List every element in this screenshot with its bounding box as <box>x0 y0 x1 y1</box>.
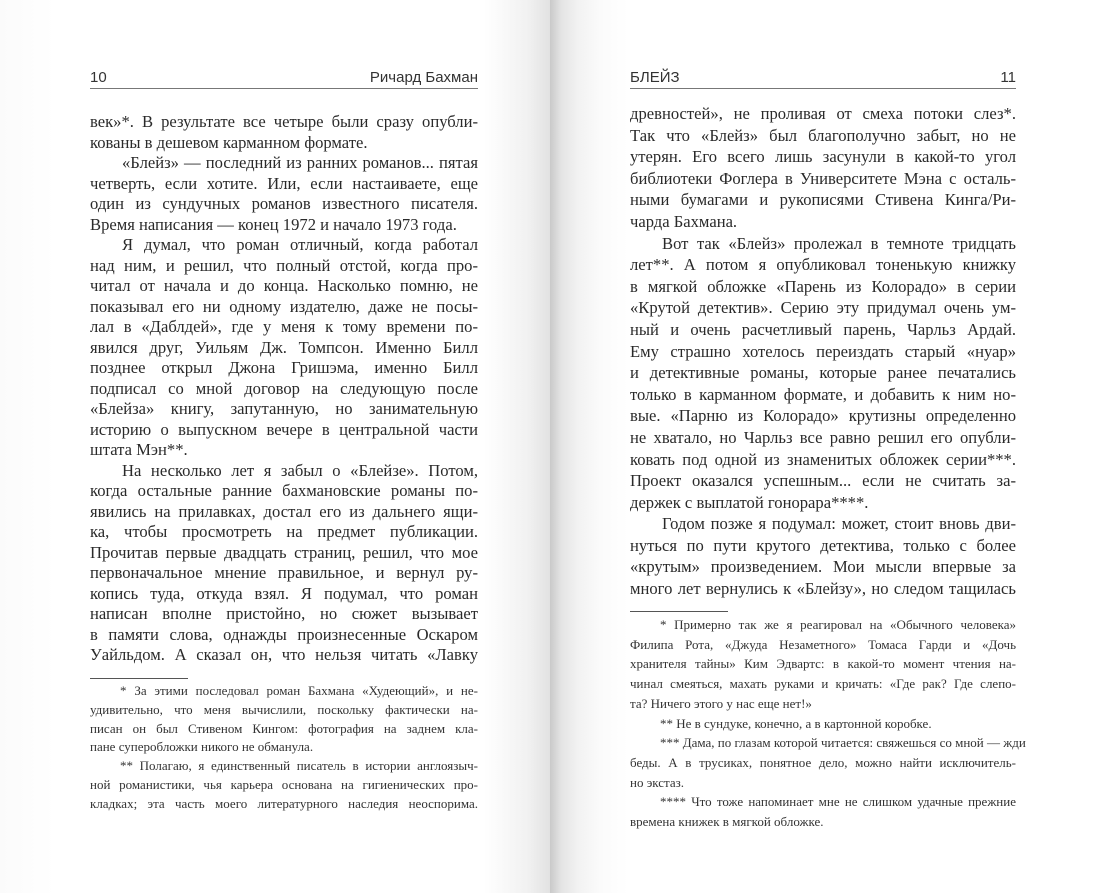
running-head-author: Ричард Бахман <box>369 68 478 86</box>
text-line: нуться по пути крутого детектива, только с более <box>630 535 1016 555</box>
text-line: чарда Бахмана. <box>630 211 738 231</box>
text-line: первоначальное мнение правильное, и вернул ру- <box>90 563 478 582</box>
text-line: четверть, если хотите. Или, если настаиваете, еще <box>90 173 478 193</box>
text-line: ный и очень расчетливый парень, Чарльз Ардай. <box>630 319 1016 339</box>
left-page <box>0 0 550 893</box>
text-line: штата Мэн**. <box>90 440 188 459</box>
footnote-line: кладках; эта часть моего литературного наследия неоспорима. <box>90 795 478 811</box>
footnote-line: пане суперобложки никого не обманула. <box>90 739 314 755</box>
footnote-line: беды. А в трусиках, понятное дело, можно найти исключитель- <box>630 754 1016 770</box>
text-line: и детективные романы, которые ранее печатались <box>630 363 1016 383</box>
text-line: явился друг, Уильям Дж. Томпсон. Именно Билл <box>90 337 478 357</box>
text-line: древностей», не проливая от смеха потоки слез*. <box>630 104 1016 123</box>
footnote-line: чинал смеяться, махать руками и кричать: «Где рак? Где слепо- <box>630 676 1016 692</box>
footnote-line: * Примерно так же я реагировал на «Обычного человека» <box>660 617 1016 632</box>
text-line: явились на прилавках, достал его из дальнего ящи- <box>90 501 478 521</box>
footnote-line: ной романистики, чья карьера основана на гигиенических про- <box>90 776 478 792</box>
text-line: не хватало, но Чарльз все равно решил его опубли- <box>630 427 1016 447</box>
text-line: в памяти слова, однажды произнесенные Оскаром <box>90 624 478 644</box>
text-line: Прочитав первые двадцать страниц, решил, что мое <box>90 542 478 562</box>
right-page-body-text <box>630 103 1016 600</box>
page-number: 10 <box>90 68 107 86</box>
footnote-line: *** Дама, по глазам которой читается: свяжешься со мной — жди <box>660 735 1026 751</box>
left-page-footnotes <box>90 682 478 814</box>
text-line: «Блейз» — последний из ранних романов... пятая <box>122 153 478 172</box>
right-page-footnotes <box>630 615 1026 832</box>
text-line: Время написания — конец 1972 и начало 1973 года. <box>90 214 457 234</box>
text-line: над ним, и решил, что полный отстой, когда про- <box>90 255 478 275</box>
text-line: Уайльдом. А сказал он, что нельзя читать «Лавку <box>90 645 478 664</box>
text-line: ковать под одной из знаменитых обложек серии***. <box>630 449 1016 469</box>
footnote-line: **** Что тоже напоминает мне не слишком удачные прежние <box>660 794 1016 810</box>
footnote-line: * За этими последовал роман Бахмана «Худеющий», и не- <box>120 683 478 698</box>
text-line: показывал его ни одному издателю, даже не посы- <box>90 296 478 316</box>
text-line: Так что «Блейз» был благополучно забыт, но не <box>630 125 1016 145</box>
footnote-line: Филипа Рота, «Джуда Незаметного» Томаса Гарди и «Дочь <box>630 636 1016 652</box>
text-line: только в карманном формате, и добавить к ним но- <box>630 384 1016 404</box>
text-line: ными бумагами и рукописями Стивена Кинга/Ри- <box>630 190 1016 210</box>
text-line: На несколько лет я забыл о «Блейзе». Потом, <box>122 460 478 480</box>
footnote-line: ** Полагаю, я единственный писатель в истории англоязыч- <box>120 758 478 774</box>
text-line: библиотеки Фоглера в Университете Мэна с осталь- <box>630 168 1016 188</box>
footnote-separator <box>630 611 728 612</box>
footnote-line: писан он был Стивеном Кингом: фотография на заднем кла- <box>90 720 478 736</box>
footnote-line: хранителя тайны» Ким Эдвартс: в какой-то момент чтения на- <box>630 656 1016 672</box>
text-line: написан вполне пристойно, но сюжет вызывает <box>90 604 478 623</box>
right-page <box>550 0 1109 893</box>
text-line: читал от начала и до конца. Насколько помню, не <box>90 276 478 295</box>
text-line: лал в «Даблдей», где у меня к тому времени по- <box>90 317 478 336</box>
text-line: «Крутой детектив». Серию эту придумал очень ум- <box>630 298 1016 318</box>
page-number: 11 <box>1000 68 1016 86</box>
text-line: в мягкой обложке «Парень из Колорадо» в серии <box>630 276 1016 296</box>
text-line: историю о выпускном вечере в центральной части <box>90 419 478 439</box>
text-line: один из сундучных романов известного писателя. <box>90 194 478 213</box>
text-line: «Блейза» книгу, запутанную, но занимательную <box>90 399 478 418</box>
text-line: Я думал, что роман отличный, когда работал <box>122 235 478 254</box>
left-page-body-text <box>90 112 478 666</box>
running-head-title: БЛЕЙЗ <box>630 68 680 86</box>
text-line: лет**. А потом я опубликовал тоненькую книжку <box>630 255 1016 275</box>
text-line: ка, чтобы просмотреть на предмет публикации. <box>90 522 478 541</box>
text-line: Ему страшно хотелось переиздать старый «нуар» <box>630 341 1016 361</box>
footnote-line: удивительно, что меня вычислили, поскольку фактически на- <box>90 701 478 717</box>
text-line: вые. «Парню из Колорадо» крутизны определенно <box>630 406 1016 426</box>
footnote-line: но экстаз. <box>630 774 685 790</box>
footnote-line: та? Ничего этого у нас еще нет!» <box>630 695 812 711</box>
text-line: утерян. Его всего лишь засунули в какой-то угол <box>630 147 1016 167</box>
footnote-line: ** Не в сундуке, конечно, а в картонной коробке. <box>660 715 932 731</box>
text-line: кованы в дешевом карманном формате. <box>90 132 368 152</box>
text-line: много лет вернулись к «Блейзу», но следом тащилась <box>630 579 1016 599</box>
text-line: Проект оказался успешным... если не считать за- <box>630 471 1016 491</box>
text-line: копись туда, откуда взял. Я подумал, что роман <box>90 583 478 603</box>
footnote-line: времена книжек в мягкой обложке. <box>630 814 824 830</box>
right-page-header <box>630 66 1016 89</box>
text-line: Годом позже я подумал: может, стоит вновь дви- <box>662 514 1016 534</box>
left-page-header <box>90 66 478 89</box>
text-line: подписал со мной договор на следующую после <box>90 378 478 398</box>
text-line: «крутым» произведением. Мои мысли впервые за <box>630 557 1016 577</box>
text-line: когда остальные ранние бахмановские романы по- <box>90 481 478 500</box>
footnote-separator <box>90 678 188 679</box>
text-line: держек с выплатой гонорара****. <box>630 492 869 512</box>
text-line: позднее открыл Джона Гришэма, именно Билл <box>90 358 478 377</box>
text-line: Вот так «Блейз» пролежал в темноте тридцать <box>662 233 1016 253</box>
text-line: век»*. В результате все четыре были сразу опубли- <box>90 112 478 131</box>
